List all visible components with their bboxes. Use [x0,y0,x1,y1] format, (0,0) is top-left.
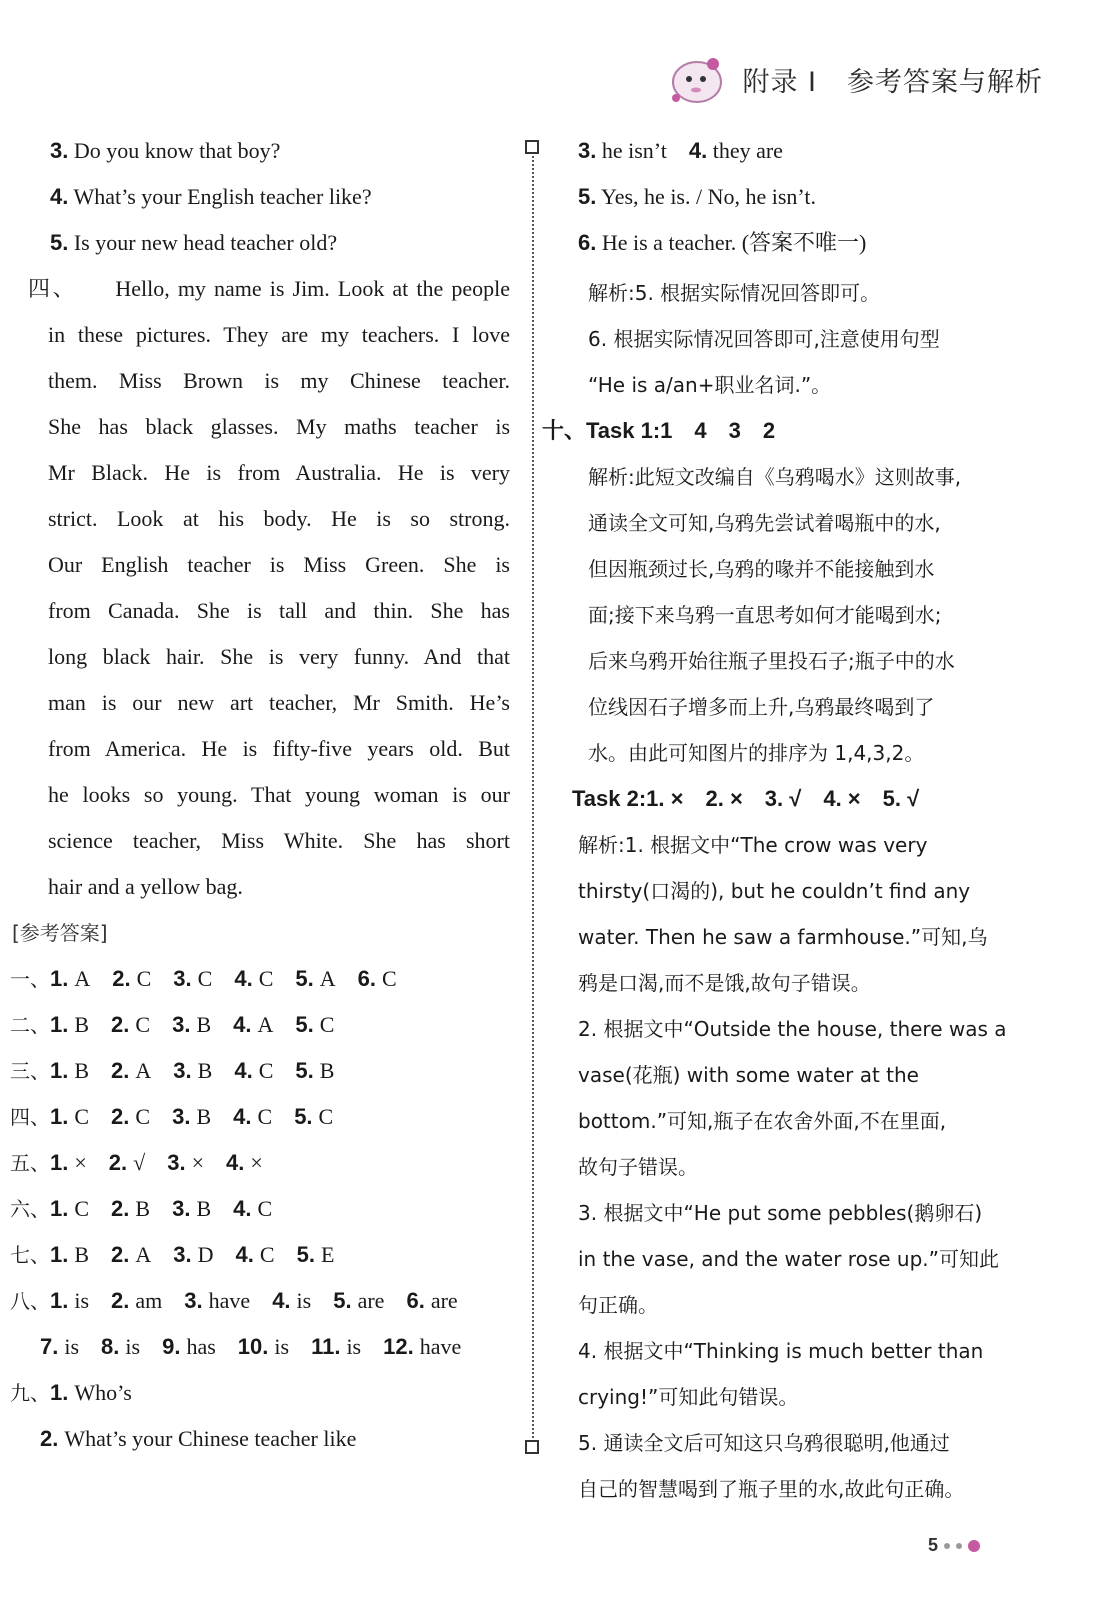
passage-line: She has black glasses. My maths teacher is [48,414,510,439]
question-line: 3. Do you know that boy? [50,138,281,163]
answer-row [10,956,510,1002]
answer-value: B [319,1058,335,1083]
answer-value: B [196,1012,212,1037]
answer-number: 1. [50,1380,69,1405]
analysis-line: 解析:1. 根据文中“The crow was very [578,833,928,857]
answer-number: 9. [162,1334,181,1359]
answer-row [10,1002,510,1048]
page-number-text: 5 [928,1535,939,1555]
answer-section-label: 八、 [10,1289,50,1313]
analysis-block [578,822,1038,1512]
analysis-line: thirsty(口渴的), but he couldn’t find any [578,879,971,903]
answer-number: 10. [237,1334,269,1359]
answer-value: C [136,966,152,991]
answer-number: 4. [233,1104,252,1129]
task1-answer: 十、Task 1:1 4 3 2 [542,418,776,443]
page-dot-icon [956,1543,962,1549]
passage-line: man is our new art teacher, Mr Smith. He’s [48,690,510,715]
answer-value: C [135,1012,151,1037]
answer-row [10,1232,510,1278]
answer-number: 1. [50,966,69,991]
answer-number: 2. [111,1196,130,1221]
answer-value: B [196,1196,212,1221]
answer-value: A [135,1242,152,1267]
answer-value: C [257,1196,273,1221]
analysis-line: 面;接下来乌鸦一直思考如何才能喝到水; [588,603,942,627]
analysis-line: 5. 通读全文后可知这只乌鸦很聪明,他通过 [578,1431,950,1455]
passage-line: long black hair. She is very funny. And that [48,644,510,669]
answer-number: 6. [406,1288,425,1313]
left-column [10,128,510,1462]
answer-value: × [250,1150,263,1175]
answer-number: 3. [167,1150,186,1175]
question-line: 4. What’s your English teacher like? [50,184,372,209]
analysis-line: 6. 根据实际情况回答即可,注意使用句型 [588,327,940,351]
answer-value: is [296,1288,312,1313]
answer-section-label: 四、 [10,1105,50,1129]
answer-list [10,956,510,1462]
analysis-line: 故句子错误。 [578,1155,698,1179]
passage-line: 四、 Hello, my name is Jim. Look at the people [28,276,510,301]
answer-row [10,1278,510,1324]
answer-value: C [74,1196,90,1221]
answer-number: 5. [295,966,314,991]
analysis-line: in the vase, and the water rose up.”可知此 [578,1247,999,1271]
answer-number: 4. [234,1058,253,1083]
analysis-line: 水。由此可知图片的排序为 1,4,3,2。 [588,741,925,765]
divider-top-marker [525,140,539,154]
answer-number: 5. [294,1104,313,1129]
listening-passage [28,266,510,910]
answer-value: A [135,1058,152,1083]
answer-number: 2. [111,1242,130,1267]
answer-line: 3. he isn’t 4. they are [578,138,783,163]
analysis-line: 位线因石子增多而上升,乌鸦最终喝到了 [588,695,935,719]
answer-number: 8. [101,1334,120,1359]
analysis-block [578,454,1038,776]
answer-line: 5. Yes, he is. / No, he isn’t. [578,184,816,209]
answer-number: 5. [296,1242,315,1267]
answer-value: is [125,1334,141,1359]
divider-bottom-marker [525,1440,539,1454]
analysis-line: vase(花瓶) with some water at the [578,1063,919,1087]
task2-answer: Task 2:1. × 2. × 3. √ 4. × 5. √ [572,786,920,811]
answer-number: 6. [357,966,376,991]
answer-number: 7. [40,1334,59,1359]
answer-value: C [258,1058,274,1083]
analysis-line: “He is a/an+职业名词.”。 [588,373,832,397]
answer-value: C [135,1104,151,1129]
passage-line: Mr Black. He is from Australia. He is very [48,460,510,485]
appendix-label: 附录 I [742,66,817,98]
answer-value: What’s your Chinese teacher like [64,1426,357,1451]
analysis-line: 但因瓶颈过长,乌鸦的喙并不能接触到水 [588,557,935,581]
answer-value: A [319,966,336,991]
answer-value: is [346,1334,362,1359]
page-circle-icon [968,1540,980,1552]
answer-value: × [74,1150,87,1175]
answer-value: C [382,966,397,991]
answer-value: E [320,1242,335,1267]
answer-row [10,1370,510,1416]
answer-number: 5. [333,1288,352,1313]
answer-number: 1. [50,1242,69,1267]
answer-value: √ [133,1150,146,1175]
answer-value: B [197,1058,213,1083]
answer-value: have [208,1288,251,1313]
answer-section-label: 九、 [10,1381,50,1405]
answer-line: 6. He is a teacher. (答案不唯一) [578,230,867,255]
answer-value: is [64,1334,80,1359]
answer-value: am [135,1288,163,1313]
answer-number: 4. [233,1196,252,1221]
analysis-line: 后来乌鸦开始往瓶子里投石子;瓶子中的水 [588,649,955,673]
passage-line: in these pictures. They are my teachers. I love [48,322,510,347]
analysis-line: 通读全文可知,乌鸦先尝试着喝瓶中的水, [588,511,941,535]
answer-number: 2. [111,1012,130,1037]
answer-number: 11. [311,1334,341,1359]
passage-line: science teacher, Miss White. She has short [48,828,510,853]
answer-number: 2. [108,1150,128,1175]
answer-row [10,1140,510,1186]
answer-value: C [318,1104,334,1129]
passage-line: hair and a yellow bag. [48,874,243,899]
answer-section-label: 七、 [10,1243,50,1267]
answer-section-label: 一、 [10,967,50,991]
answer-value: C [258,966,274,991]
answer-value: D [197,1242,214,1267]
answer-section-label: 五、 [10,1151,50,1175]
answer-number: 3. [172,1012,191,1037]
answer-value: C [319,1012,335,1037]
answer-number: 3. [173,1058,192,1083]
answer-value: is [74,1288,90,1313]
analysis-line: 鸦是口渴,而不是饿,故句子错误。 [578,971,871,995]
answer-value: Who’s [74,1380,132,1405]
answer-number: 4. [272,1288,291,1313]
analysis-line: crying!”可知此句错误。 [578,1385,799,1409]
passage-line: from America. He is fifty-five years old. But [48,736,510,761]
answer-number: 1. [50,1058,69,1083]
answer-value: × [191,1150,204,1175]
answer-number: 3. [172,1104,191,1129]
analysis-line: 解析:此短文改编自《乌鸦喝水》这则故事, [588,465,962,489]
analysis-line: 2. 根据文中“Outside the house, there was a [578,1017,1007,1041]
mascot-icon [666,52,728,106]
answer-value: is [274,1334,290,1359]
answer-row [10,1094,510,1140]
analysis-line: bottom.”可知,瓶子在农舍外面,不在里面, [578,1109,947,1133]
column-divider [532,148,534,1438]
answer-value: C [197,966,213,991]
analysis-line: water. Then he saw a farmhouse.”可知,乌 [578,925,988,949]
answer-number: 1. [50,1196,69,1221]
passage-line: Our English teacher is Miss Green. She is [48,552,510,577]
answer-number: 1. [50,1288,69,1313]
answer-row [28,1416,510,1462]
answer-number: 4. [226,1150,245,1175]
analysis-line: 4. 根据文中“Thinking is much better than [578,1339,984,1363]
answer-number: 2. [40,1426,59,1451]
answer-number: 3. [184,1288,203,1313]
answer-number: 2. [111,1288,130,1313]
passage-line: he looks so young. That young woman is our [48,782,510,807]
answer-number: 2. [112,966,131,991]
analysis-block [578,270,1038,408]
answer-value: B [135,1196,151,1221]
answer-value: C [74,1104,90,1129]
answer-number: 1. [50,1104,69,1129]
analysis-line: 自己的智慧喝到了瓶子里的水,故此句正确。 [578,1477,965,1501]
answer-row [10,1186,510,1232]
passage-line: strict. Look at his body. He is so strong. [48,506,510,531]
header-title: 参考答案与解析 [847,66,1043,98]
page-dot-icon [944,1543,950,1549]
answer-value: are [357,1288,385,1313]
answer-value: C [257,1104,273,1129]
answer-value: has [186,1334,216,1359]
answer-number: 4. [234,966,253,991]
answer-value: B [74,1242,90,1267]
answer-number: 4. [235,1242,254,1267]
answer-section-label: 三、 [10,1059,50,1083]
question-line: 5. Is your new head teacher old? [50,230,338,255]
answer-number: 1. [50,1012,69,1037]
answer-row [10,1048,510,1094]
answer-number: 4. [233,1012,252,1037]
answer-number: 2. [111,1058,130,1083]
page-number [928,1535,980,1556]
answer-section-label: 二、 [10,1013,50,1037]
answer-value: B [74,1058,90,1083]
answer-row [28,1324,510,1370]
answer-section-label: 六、 [10,1197,50,1221]
answer-number: 2. [111,1104,130,1129]
answer-value: B [74,1012,90,1037]
answer-number: 5. [295,1058,314,1083]
answer-value: A [74,966,91,991]
answer-heading: [参考答案] [12,921,108,945]
analysis-line: 句正确。 [578,1293,658,1317]
answer-value: C [259,1242,275,1267]
answer-number: 3. [173,966,192,991]
answer-number: 3. [173,1242,192,1267]
analysis-line: 解析:5. 根据实际情况回答即可。 [588,281,881,305]
passage-line: from Canada. She is tall and thin. She has [48,598,510,623]
answer-value: B [196,1104,212,1129]
analysis-line: 3. 根据文中“He put some pebbles(鹅卵石) [578,1201,983,1225]
right-column [542,128,1038,1512]
answer-value: are [430,1288,458,1313]
answer-value: have [419,1334,462,1359]
answer-number: 5. [295,1012,314,1037]
passage-line: them. Miss Brown is my Chinese teacher. [48,368,510,393]
answer-number: 1. [50,1150,69,1175]
page-header [666,52,1043,106]
answer-value: A [257,1012,274,1037]
answer-number: 12. [383,1334,414,1359]
answer-number: 3. [172,1196,191,1221]
